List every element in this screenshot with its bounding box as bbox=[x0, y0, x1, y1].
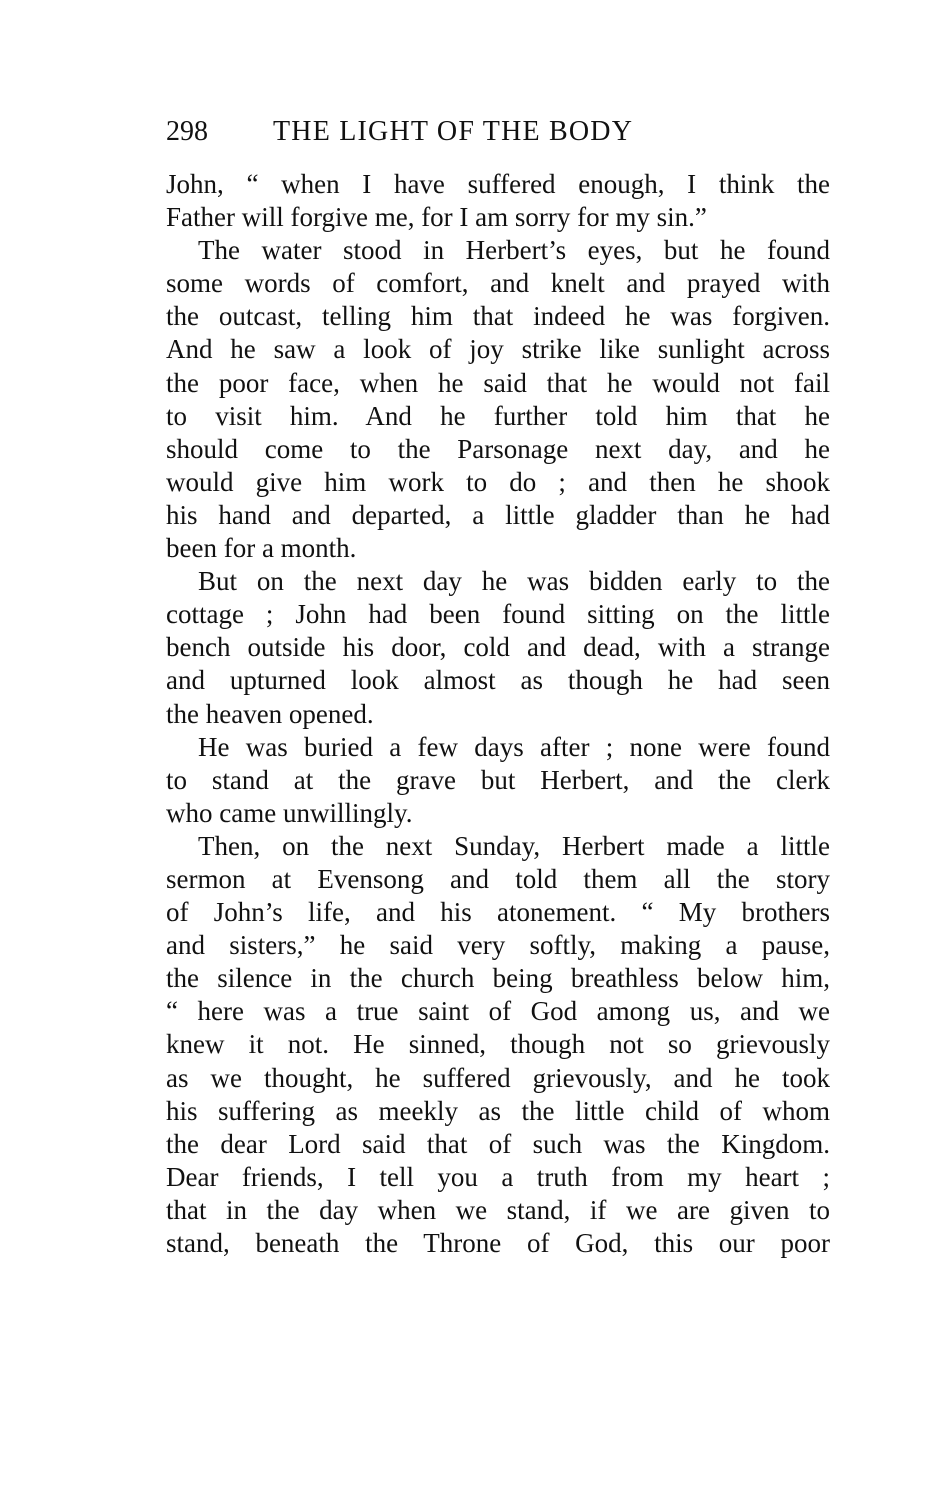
text-line: stand, beneath the Throne of God, this our poor bbox=[166, 1228, 830, 1258]
running-head bbox=[166, 112, 830, 152]
text-line: and sisters,” he said very softly, making a pause, bbox=[166, 930, 830, 961]
text-line: But on the next day he was bidden early to the bbox=[198, 566, 830, 597]
text-line: bench outside his door, cold and dead, with a strange bbox=[166, 632, 830, 663]
text-line: some words of comfort, and knelt and prayed with bbox=[166, 268, 830, 299]
text-line: and upturned look almost as though he had seen bbox=[166, 665, 830, 696]
text-line: Then, on the next Sunday, Herbert made a little bbox=[198, 830, 830, 861]
text-line: Father will forgive me, for I am sorry for my sin.” bbox=[166, 202, 707, 233]
text-line: his hand and departed, a little gladder than he had bbox=[166, 499, 830, 530]
text-line: the poor face, when he said that he would not fail bbox=[166, 367, 830, 398]
text-line: who came unwillingly. bbox=[166, 797, 413, 828]
text-line: to visit him. And he further told him that he bbox=[166, 400, 830, 431]
text-line: of John’s life, and his atonement. “ My brothers bbox=[166, 897, 830, 928]
running-title: THE LIGHT OF THE BODY bbox=[273, 116, 634, 147]
text-line: been for a month. bbox=[166, 533, 357, 564]
text-line: cottage ; John had been found sitting on the little bbox=[166, 599, 830, 630]
text-line: He was buried a few days after ; none were found bbox=[198, 731, 830, 762]
text-line: “ here was a true saint of God among us, and we bbox=[166, 996, 830, 1027]
text-line: to stand at the grave but Herbert, and the clerk bbox=[166, 764, 830, 795]
text-line: Dear friends, I tell you a truth from my heart ; bbox=[166, 1161, 830, 1192]
text-line: sermon at Evensong and told them all the story bbox=[166, 863, 830, 894]
text-line: that in the day when we stand, if we are given to bbox=[166, 1194, 830, 1225]
text-line: should come to the Parsonage next day, and he bbox=[166, 433, 830, 464]
text-line: The water stood in Herbert’s eyes, but he found bbox=[198, 235, 830, 266]
text-line: knew it not. He sinned, though not so grievously bbox=[166, 1029, 830, 1060]
text-line: And he saw a look of joy strike like sunlight across bbox=[166, 334, 830, 365]
body-text bbox=[166, 168, 830, 1260]
text-line: would give him work to do ; and then he shook bbox=[166, 466, 830, 497]
text-line: the heaven opened. bbox=[166, 698, 374, 729]
text-line: the outcast, telling him that indeed he was forgiven. bbox=[166, 301, 830, 332]
text-line: the dear Lord said that of such was the Kingdom. bbox=[166, 1128, 830, 1159]
text-line: his suffering as meekly as the little child of whom bbox=[166, 1095, 830, 1126]
text-line: as we thought, he suffered grievously, and he took bbox=[166, 1062, 830, 1093]
text-line: the silence in the church being breathless below him, bbox=[166, 963, 830, 994]
page-number: 298 bbox=[166, 116, 208, 147]
text-line: John, “ when I have suffered enough, I think the bbox=[166, 169, 830, 199]
